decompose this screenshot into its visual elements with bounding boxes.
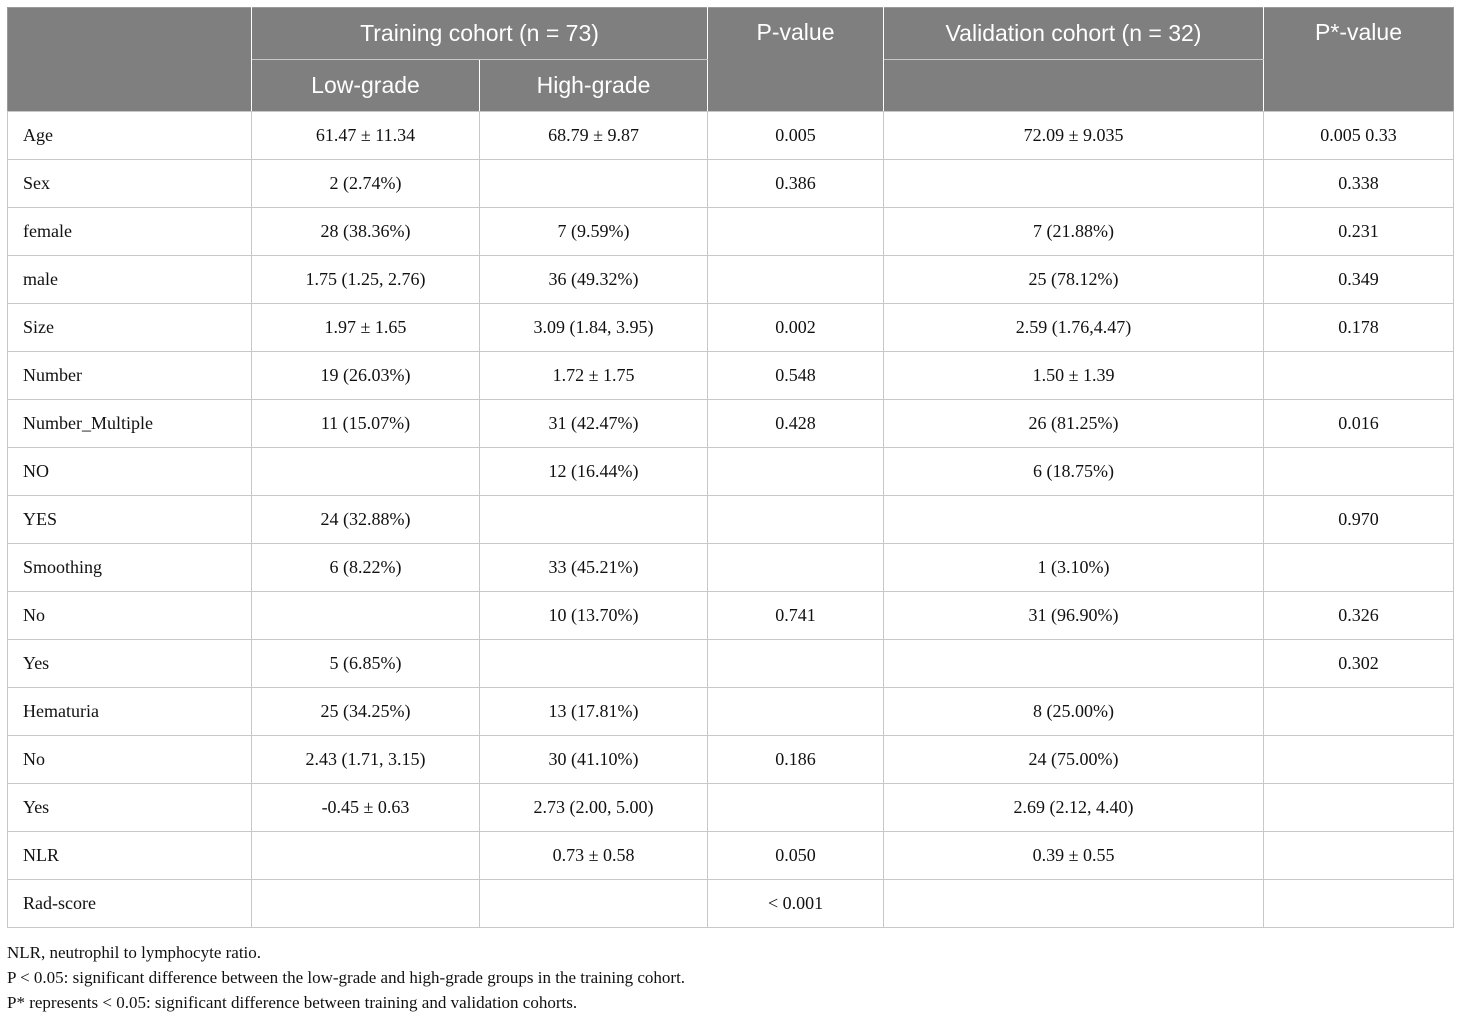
cell-p-value — [708, 448, 884, 496]
cell-low-grade: -0.45 ± 0.63 — [252, 784, 480, 832]
table-row — [8, 496, 1454, 544]
row-label: female — [8, 208, 252, 256]
cell-high-grade — [480, 640, 708, 688]
table-header — [8, 8, 1454, 112]
cell-validation: 1 (3.10%) — [884, 544, 1264, 592]
footnotes — [7, 940, 685, 1015]
cell-validation — [884, 160, 1264, 208]
table-row — [8, 688, 1454, 736]
table-row — [8, 784, 1454, 832]
table-row — [8, 400, 1454, 448]
row-label: NLR — [8, 832, 252, 880]
cell-p-value: 0.050 — [708, 832, 884, 880]
cell-p-star-value: 0.349 — [1264, 256, 1454, 304]
cell-p-star-value — [1264, 688, 1454, 736]
cell-high-grade: 33 (45.21%) — [480, 544, 708, 592]
cell-low-grade: 5 (6.85%) — [252, 640, 480, 688]
cell-p-value: 0.005 — [708, 112, 884, 160]
table-body — [8, 112, 1454, 928]
cell-p-star-value: 0.231 — [1264, 208, 1454, 256]
cell-validation — [884, 880, 1264, 928]
cell-high-grade: 31 (42.47%) — [480, 400, 708, 448]
row-label: Number_Multiple — [8, 400, 252, 448]
row-label: NO — [8, 448, 252, 496]
cell-high-grade: 12 (16.44%) — [480, 448, 708, 496]
cell-low-grade: 2 (2.74%) — [252, 160, 480, 208]
cell-low-grade — [252, 592, 480, 640]
cell-validation: 7 (21.88%) — [884, 208, 1264, 256]
table-row — [8, 592, 1454, 640]
cell-high-grade: 3.09 (1.84, 3.95) — [480, 304, 708, 352]
table-row — [8, 352, 1454, 400]
row-label: Rad-score — [8, 880, 252, 928]
cell-p-star-value: 0.338 — [1264, 160, 1454, 208]
cell-validation: 25 (78.12%) — [884, 256, 1264, 304]
footnote-nlr: NLR, neutrophil to lymphocyte ratio. — [7, 943, 262, 962]
cell-validation: 2.59 (1.76,4.47) — [884, 304, 1264, 352]
cell-low-grade: 25 (34.25%) — [252, 688, 480, 736]
table-row — [8, 880, 1454, 928]
cell-high-grade — [480, 160, 708, 208]
cell-low-grade: 24 (32.88%) — [252, 496, 480, 544]
header-blank-cell — [8, 8, 252, 112]
row-label: Size — [8, 304, 252, 352]
footnote-p-value: P < 0.05: significant difference between the low-grade and high-grade groups in the training cohort. — [7, 968, 686, 987]
cell-p-star-value: 0.970 — [1264, 496, 1454, 544]
cell-p-value — [708, 496, 884, 544]
cell-high-grade — [480, 496, 708, 544]
cell-high-grade: 13 (17.81%) — [480, 688, 708, 736]
cell-p-star-value — [1264, 544, 1454, 592]
cell-high-grade: 36 (49.32%) — [480, 256, 708, 304]
table-container — [7, 7, 1453, 928]
cell-high-grade: 0.73 ± 0.58 — [480, 832, 708, 880]
row-label: Sex — [8, 160, 252, 208]
cell-low-grade: 2.43 (1.71, 3.15) — [252, 736, 480, 784]
row-label: No — [8, 736, 252, 784]
cell-p-star-value — [1264, 448, 1454, 496]
cell-p-value — [708, 544, 884, 592]
row-label: Hematuria — [8, 688, 252, 736]
cell-p-star-value: 0.016 — [1264, 400, 1454, 448]
cell-low-grade: 19 (26.03%) — [252, 352, 480, 400]
cell-low-grade: 11 (15.07%) — [252, 400, 480, 448]
cell-validation — [884, 496, 1264, 544]
table-row — [8, 448, 1454, 496]
table-row — [8, 208, 1454, 256]
cell-p-star-value — [1264, 832, 1454, 880]
table-row — [8, 736, 1454, 784]
cell-low-grade — [252, 832, 480, 880]
cell-high-grade: 2.73 (2.00, 5.00) — [480, 784, 708, 832]
cell-high-grade: 7 (9.59%) — [480, 208, 708, 256]
table-row — [8, 256, 1454, 304]
cell-p-star-value: 0.178 — [1264, 304, 1454, 352]
cell-p-value — [708, 784, 884, 832]
cell-p-value: 0.548 — [708, 352, 884, 400]
cell-p-star-value — [1264, 784, 1454, 832]
table-row — [8, 544, 1454, 592]
row-label: Age — [8, 112, 252, 160]
cell-low-grade: 1.97 ± 1.65 — [252, 304, 480, 352]
cell-low-grade: 28 (38.36%) — [252, 208, 480, 256]
cell-high-grade: 10 (13.70%) — [480, 592, 708, 640]
cell-p-value — [708, 256, 884, 304]
cell-p-star-value: 0.302 — [1264, 640, 1454, 688]
cell-validation — [884, 640, 1264, 688]
cell-validation: 8 (25.00%) — [884, 688, 1264, 736]
table-row — [8, 640, 1454, 688]
table-row — [8, 112, 1454, 160]
header-training-cohort: Training cohort (n = 73) — [252, 8, 708, 60]
cell-validation: 0.39 ± 0.55 — [884, 832, 1264, 880]
row-label: male — [8, 256, 252, 304]
header-high-grade: High-grade — [480, 60, 708, 112]
cell-low-grade: 61.47 ± 11.34 — [252, 112, 480, 160]
cell-p-value: < 0.001 — [708, 880, 884, 928]
cell-p-star-value — [1264, 880, 1454, 928]
cell-validation: 24 (75.00%) — [884, 736, 1264, 784]
cohort-comparison-table — [7, 7, 1454, 928]
cell-p-value: 0.002 — [708, 304, 884, 352]
header-p-star-value: P*-value — [1264, 8, 1454, 112]
cell-p-star-value — [1264, 736, 1454, 784]
cell-validation: 1.50 ± 1.39 — [884, 352, 1264, 400]
header-validation-sub-blank — [884, 60, 1264, 112]
row-label: Yes — [8, 784, 252, 832]
header-p-value: P-value — [708, 8, 884, 112]
cell-p-value: 0.428 — [708, 400, 884, 448]
table-row — [8, 832, 1454, 880]
table-row — [8, 160, 1454, 208]
cell-p-value: 0.741 — [708, 592, 884, 640]
cell-low-grade: 1.75 (1.25, 2.76) — [252, 256, 480, 304]
cell-p-star-value: 0.326 — [1264, 592, 1454, 640]
cell-low-grade — [252, 448, 480, 496]
row-label: Yes — [8, 640, 252, 688]
cell-high-grade: 68.79 ± 9.87 — [480, 112, 708, 160]
cell-p-star-value — [1264, 352, 1454, 400]
row-label: Number — [8, 352, 252, 400]
cell-p-value: 0.386 — [708, 160, 884, 208]
cell-low-grade: 6 (8.22%) — [252, 544, 480, 592]
cell-high-grade: 30 (41.10%) — [480, 736, 708, 784]
cell-p-value: 0.186 — [708, 736, 884, 784]
row-label: YES — [8, 496, 252, 544]
cell-validation: 6 (18.75%) — [884, 448, 1264, 496]
cell-p-value — [708, 208, 884, 256]
row-label: No — [8, 592, 252, 640]
cell-p-star-value: 0.005 0.33 — [1264, 112, 1454, 160]
cell-p-value — [708, 640, 884, 688]
cell-low-grade — [252, 880, 480, 928]
cell-validation: 72.09 ± 9.035 — [884, 112, 1264, 160]
header-validation-cohort: Validation cohort (n = 32) — [884, 8, 1264, 60]
cell-high-grade — [480, 880, 708, 928]
cell-p-value — [708, 688, 884, 736]
footnote-p-star-value: P* represents < 0.05: significant difference between training and validation cohorts. — [7, 993, 578, 1012]
cell-validation: 26 (81.25%) — [884, 400, 1264, 448]
cell-high-grade: 1.72 ± 1.75 — [480, 352, 708, 400]
row-label: Smoothing — [8, 544, 252, 592]
table-row — [8, 304, 1454, 352]
cell-validation: 31 (96.90%) — [884, 592, 1264, 640]
header-low-grade: Low-grade — [252, 60, 480, 112]
cell-validation: 2.69 (2.12, 4.40) — [884, 784, 1264, 832]
